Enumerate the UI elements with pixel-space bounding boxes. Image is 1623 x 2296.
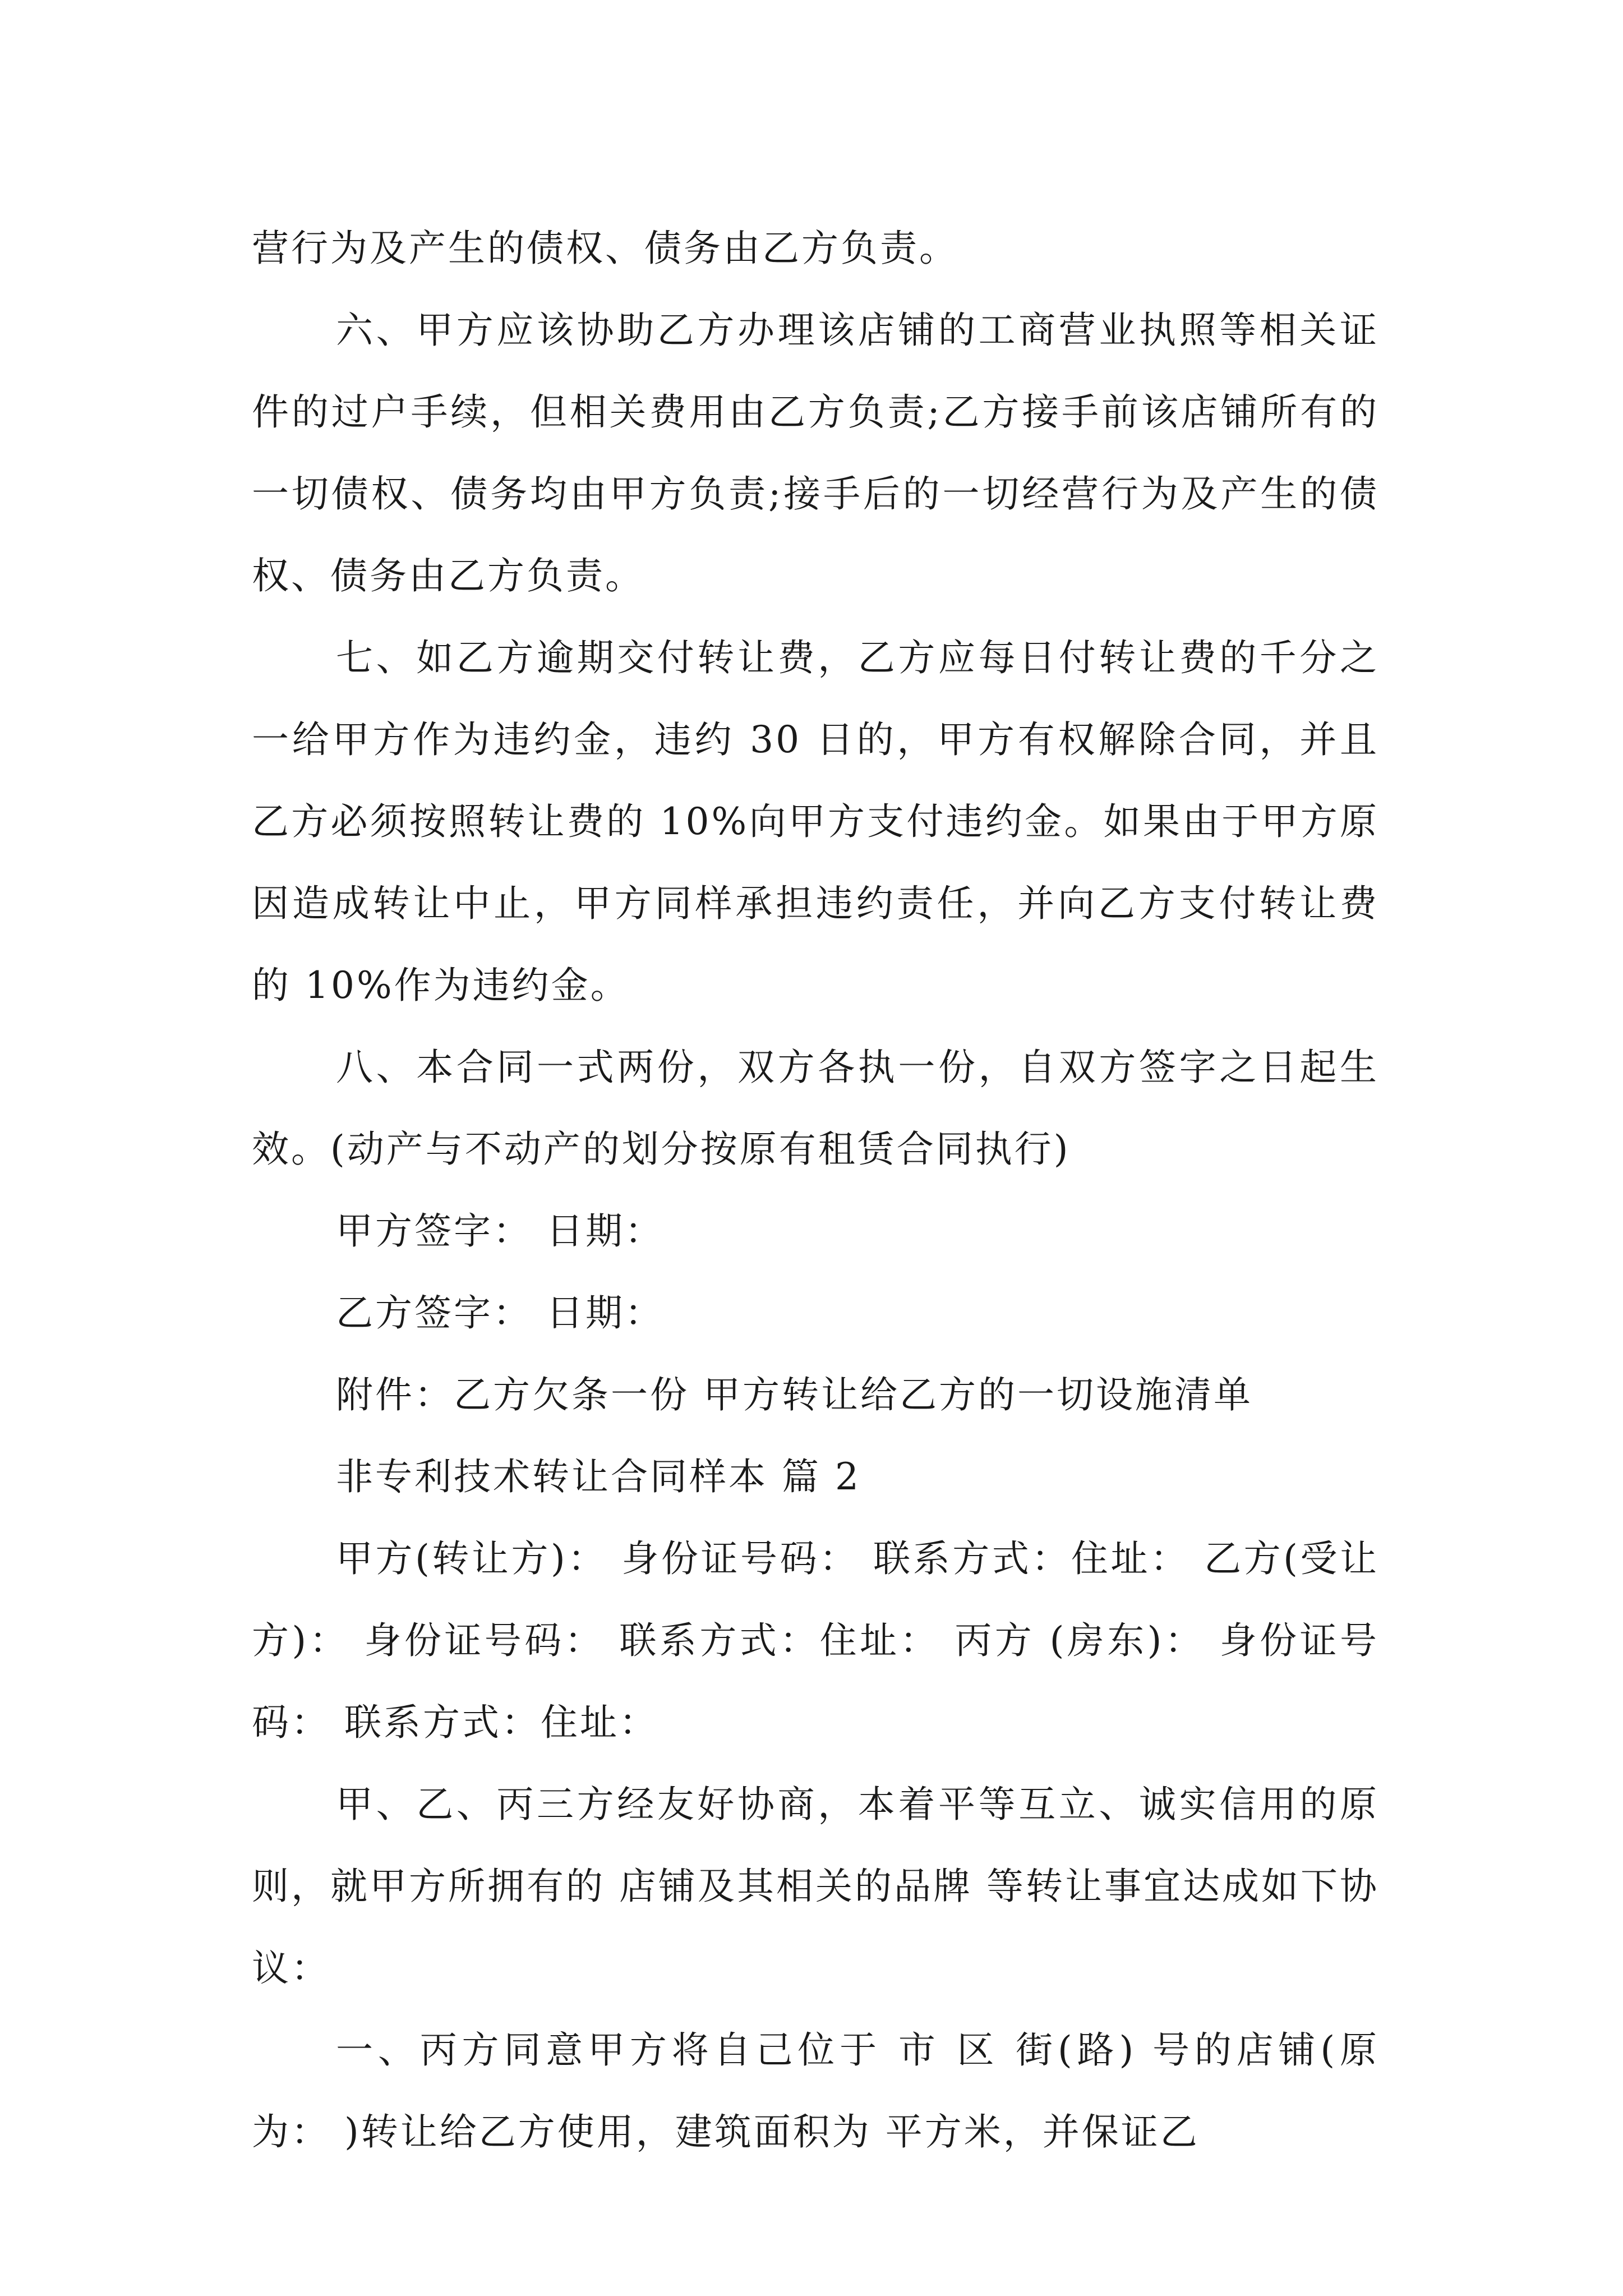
attachment-line: 附件：乙方欠条一份 甲方转让给乙方的一切设施清单 [336, 1373, 1253, 1416]
section-heading: 非专利技术转让合同样本 篇 2 [336, 1455, 861, 1498]
party-b-signature-line: 乙方签字： 日期： [336, 1291, 664, 1335]
paragraph-clause-1: 一、丙方同意甲方将自己位于 市 区 街(路) 号的店铺(原为： )转让给乙方使用，建筑面积为 平方米，并保证乙 [252, 2028, 1379, 2154]
paragraph-clause-6: 六、甲方应该协助乙方办理该店铺的工商营业执照等相关证件的过户手续，但相关费用由乙方负责;乙方接手前该店铺所有的一切债权、债务均由甲方负责;接手后的一切经营行为及产生的债权、债务由乙方负责。 [252, 309, 1379, 597]
parties-info: 甲方(转让方)： 身份证号码： 联系方式：住址： 乙方(受让方)： 身份证号码： 联系方式：住址： 丙方 (房东)： 身份证号码： 联系方式：住址： [252, 1537, 1379, 1744]
party-a-signature-line: 甲方签字： 日期： [336, 1209, 664, 1253]
paragraph-clause-7: 七、如乙方逾期交付转让费，乙方应每日付转让费的千分之一给甲方作为违约金，违约 30 日的，甲方有权解除合同，并且乙方必须按照转让费的 10%向甲方支付违约金。如果由于甲方原因造成转让中止，甲方同样承担违约责任，并向乙方支付转让费的 10%作为违约金。 [252, 636, 1379, 1007]
paragraph-clause-8: 八、本合同一式两份，双方各执一份，自双方签字之日起生效。(动产与不动产的划分按原有租赁合同执行) [252, 1046, 1379, 1171]
paragraph-continuation: 营行为及产生的债权、债务由乙方负责。 [252, 227, 958, 270]
document-body [252, 208, 1379, 2173]
paragraph-preamble: 甲、乙、丙三方经友好协商，本着平等互立、诚实信用的原则，就甲方所拥有的 店铺及其相关的品牌 等转让事宜达成如下协议： [252, 1783, 1379, 1990]
